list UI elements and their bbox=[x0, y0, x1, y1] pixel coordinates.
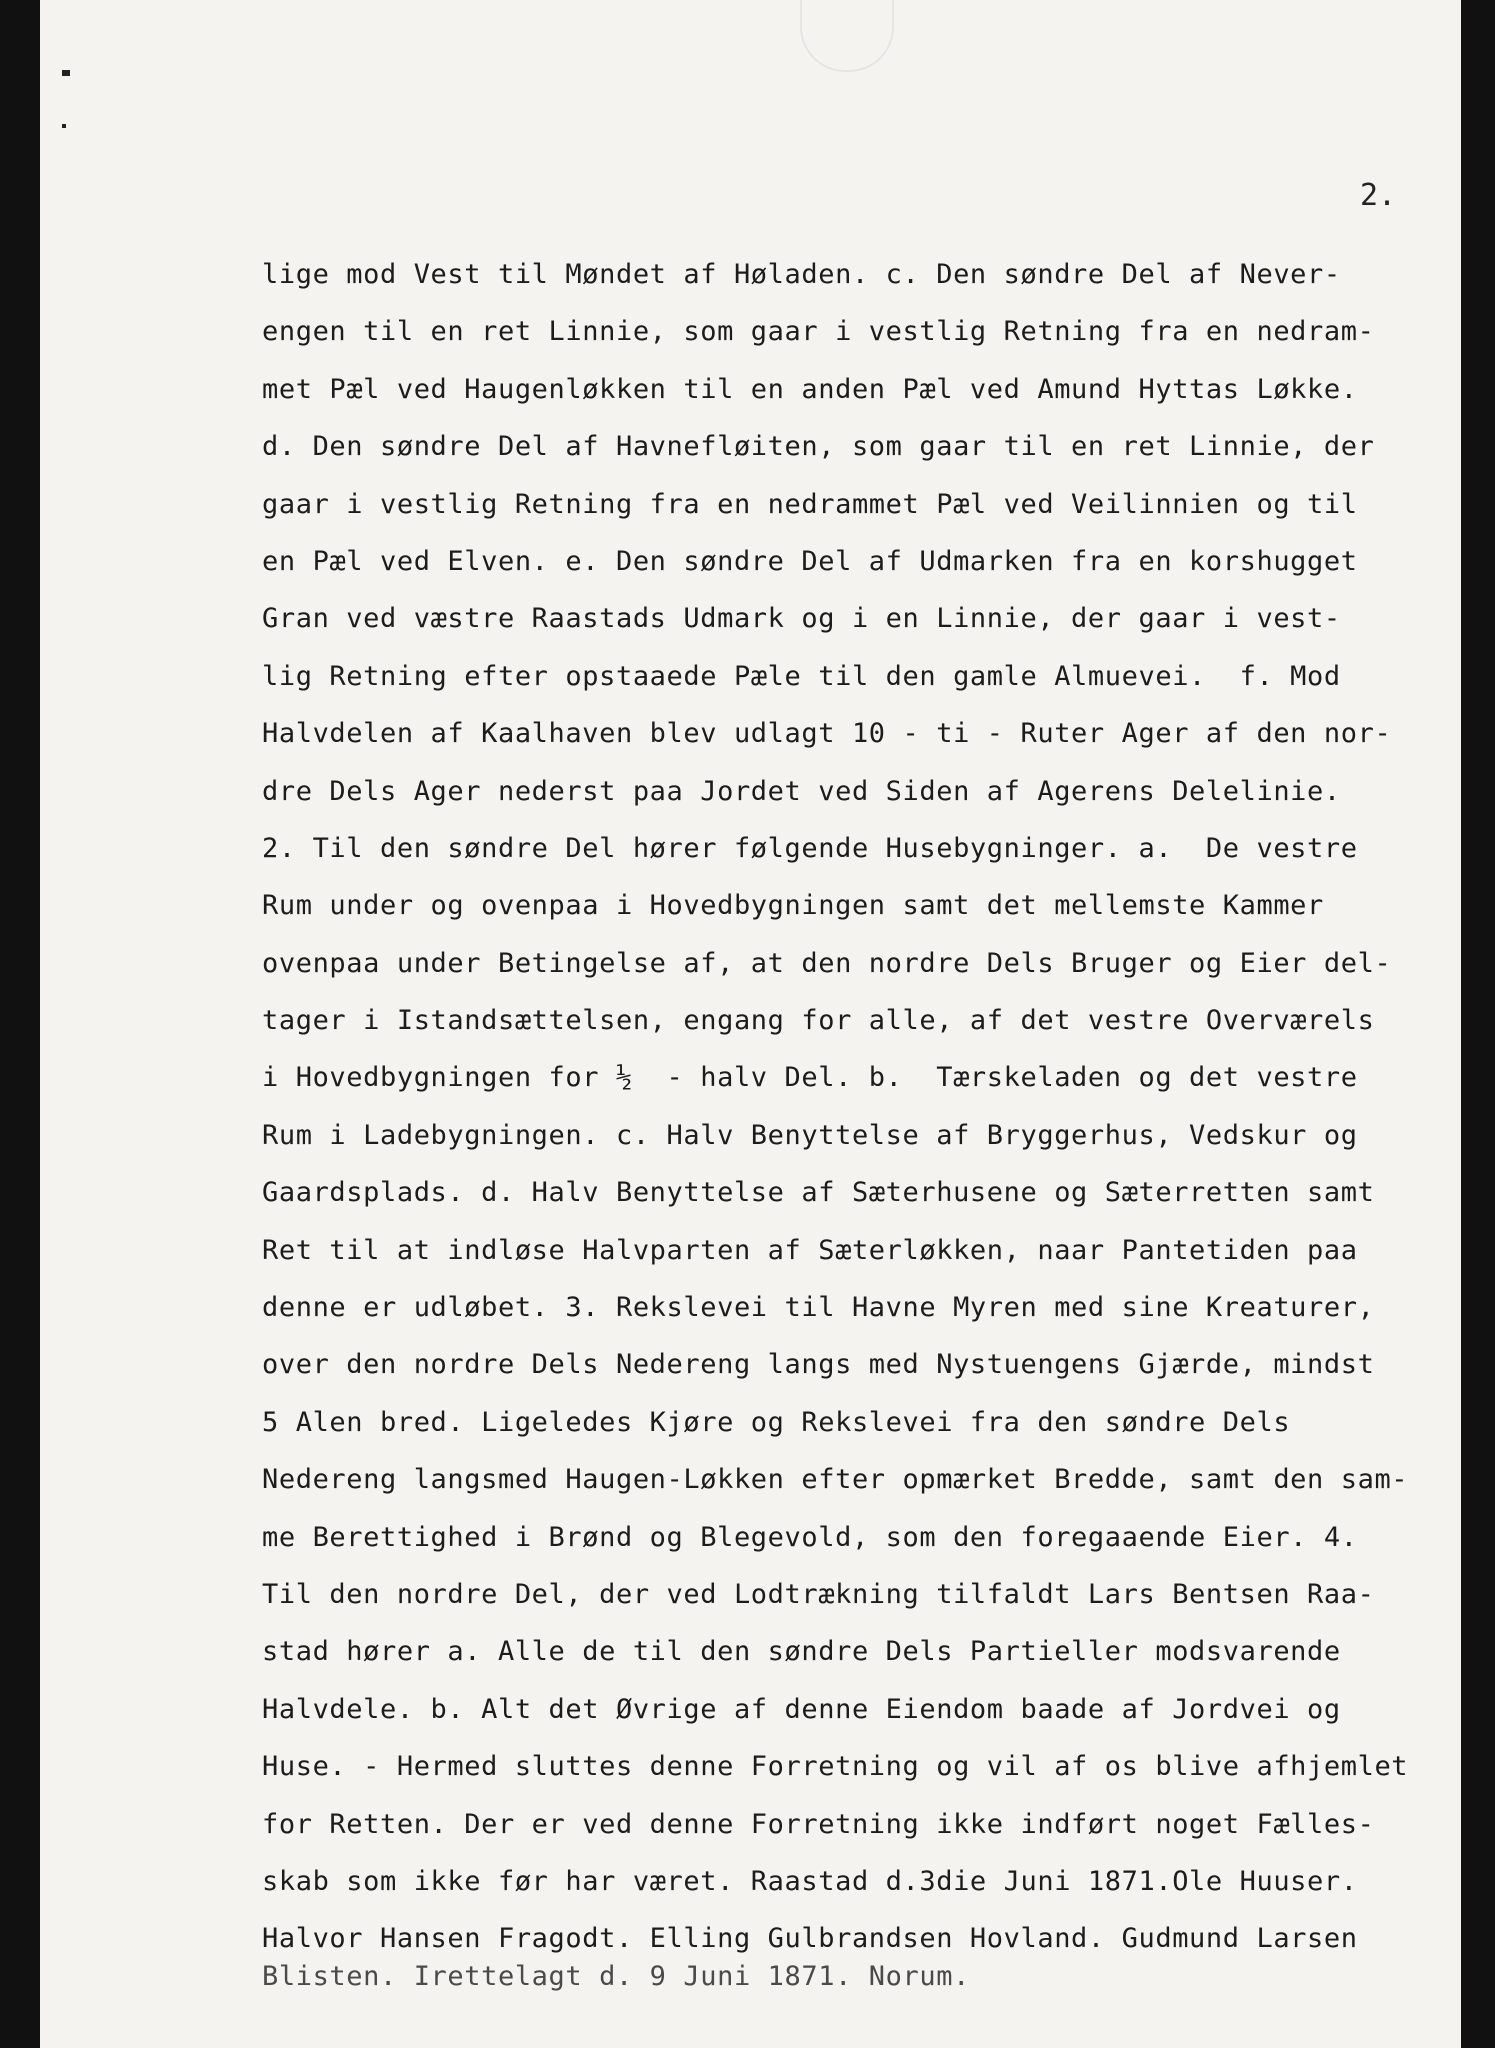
text-line: gaar i vestlig Retning fra en nedrammet Pæl ved Veilinnien og til bbox=[262, 488, 1358, 520]
text-line: denne er udløbet. 3. Rekslevei til Havne Myren med sine Kreaturer, bbox=[262, 1292, 1375, 1324]
text-line: Halvor Hansen Fragodt. Elling Gulbrandsen Hovland. Gudmund Larsen bbox=[262, 1923, 1358, 1955]
faint-stamp bbox=[800, 0, 894, 72]
text-line: met Pæl ved Haugenløkken til en anden Pæl ved Amund Hyttas Løkke. bbox=[262, 373, 1358, 405]
text-line: Til den nordre Del, der ved Lodtrækning tilfaldt Lars Bentsen Raa- bbox=[262, 1578, 1375, 1610]
document-page bbox=[40, 0, 1461, 2048]
text-line: for Retten. Der er ved denne Forretning ikke indført noget Fælles- bbox=[262, 1808, 1375, 1840]
text-line: lig Retning efter opstaaede Pæle til den gamle Almuevei. f. Mod bbox=[262, 660, 1341, 692]
text-line: Ret til at indløse Halvparten af Sæterløkken, naar Pantetiden paa bbox=[262, 1234, 1358, 1266]
text-line: Rum i Ladebygningen. c. Halv Benyttelse af Bryggerhus, Vedskur og bbox=[262, 1119, 1358, 1151]
text-line: dre Dels Ager nederst paa Jordet ved Siden af Agerens Delelinie. bbox=[262, 775, 1341, 807]
text-line: Gran ved væstre Raastads Udmark og i en Linnie, der gaar i vest- bbox=[262, 603, 1341, 635]
punch-mark bbox=[62, 70, 70, 76]
punch-mark bbox=[62, 124, 66, 128]
document-body bbox=[262, 246, 1482, 2005]
text-line: Halvdele. b. Alt det Øvrige af denne Eiendom baade af Jordvei og bbox=[262, 1693, 1341, 1725]
text-line-annotation: Blisten. Irettelagt d. 9 Juni 1871. Norum. bbox=[262, 1960, 970, 1992]
text-line: 2. Til den søndre Del hører følgende Husebygninger. a. De vestre bbox=[262, 832, 1358, 864]
text-line: Huse. - Hermed sluttes denne Forretning og vil af os blive afhjemlet bbox=[262, 1751, 1409, 1783]
text-line: Nedereng langsmed Haugen-Løkken efter opmærket Bredde, samt den sam- bbox=[262, 1464, 1409, 1496]
text-line: engen til en ret Linnie, som gaar i vestlig Retning fra en nedram- bbox=[262, 316, 1375, 348]
text-line: en Pæl ved Elven. e. Den søndre Del af Udmarken fra en korshugget bbox=[262, 545, 1358, 577]
text-line: Gaardsplads. d. Halv Benyttelse af Sæterhusene og Sæterretten samt bbox=[262, 1177, 1375, 1209]
text-line: i Hovedbygningen for ½ - halv Del. b. Tærskeladen og det vestre bbox=[262, 1062, 1358, 1094]
text-line: stad hører a. Alle de til den søndre Dels Partieller modsvarende bbox=[262, 1636, 1341, 1668]
text-line: Halvdelen af Kaalhaven blev udlagt 10 - ti - Ruter Ager af den nor- bbox=[262, 718, 1392, 750]
text-line: me Berettighed i Brønd og Blegevold, som den foregaaende Eier. 4. bbox=[262, 1521, 1358, 1553]
page-number: 2. bbox=[1360, 178, 1397, 213]
text-line: Rum under og ovenpaa i Hovedbygningen samt det mellemste Kammer bbox=[262, 890, 1324, 922]
text-line: skab som ikke før har været. Raastad d.3die Juni 1871.Ole Huuser. bbox=[262, 1865, 1358, 1897]
text-line: d. Den søndre Del af Havnefløiten, som gaar til en ret Linnie, der bbox=[262, 431, 1375, 463]
text-line: 5 Alen bred. Ligeledes Kjøre og Rekslevei fra den søndre Dels bbox=[262, 1406, 1291, 1438]
text-line: over den nordre Dels Nedereng langs med Nystuengens Gjærde, mindst bbox=[262, 1349, 1375, 1381]
text-line: ovenpaa under Betingelse af, at den nordre Dels Bruger og Eier del- bbox=[262, 947, 1392, 979]
text-line: lige mod Vest til Møndet af Høladen. c. Den søndre Del af Never- bbox=[262, 259, 1341, 290]
text-line: tager i Istandsættelsen, engang for alle, af det vestre Overværels bbox=[262, 1005, 1375, 1037]
